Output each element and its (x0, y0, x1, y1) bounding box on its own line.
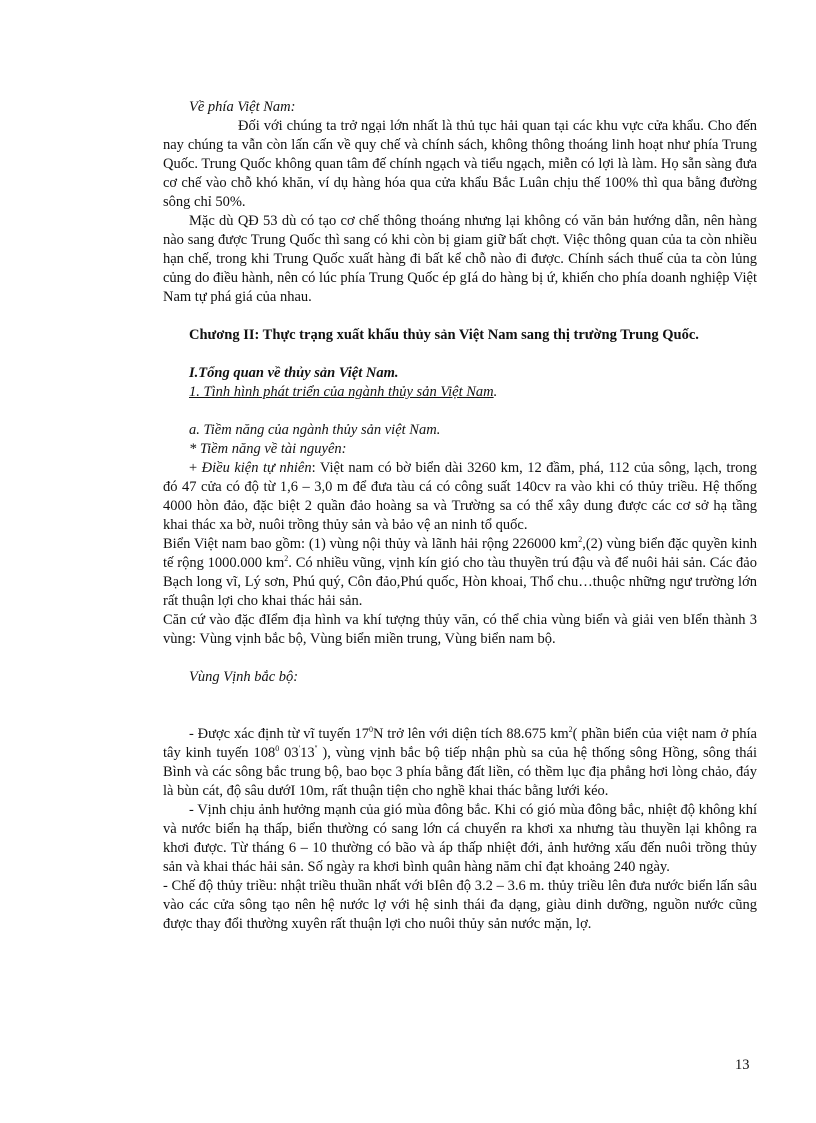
subsection-development-period: . (493, 384, 498, 400)
paragraph-gulf-location (163, 725, 757, 801)
gulf-title: Vùng Vịnh bắc bộ: (189, 669, 299, 685)
subsection-development-label: 1. Tình hình phát triển của ngành thủy sản Việt Nam (189, 384, 494, 400)
paragraph-sea-regions: Căn cứ vào đặc đIểm địa hình va khí tượng thủy văn, có thể chia vùng biển và giải ven bIển thành 3 vùng: Vùng vịnh bắc bộ, Vùng biển miền trung, Vùng biển nam bộ. (163, 612, 757, 647)
section-overview-title: I.Tổng quan về thủy sản Việt Nam. (189, 365, 399, 381)
page-number: 13 (735, 1057, 750, 1073)
paragraph-qd53: Mặc dù QĐ 53 dù có tạo cơ chế thông thoáng nhưng lại không có văn bản hướng dẫn, nên hàng nào sang được Trung Quốc thì sang có khi còn bị giam giữ bất chợt. Việc thông quan của ta còn nhiều hạn chế, trong khi Trung Quốc xuất hàng đi bất kể chỗ nào đi được. Chính sách thuế của ta còn lủng củng do điều hành, nên có lúc phía Trung Quốc ép gIá do hàng bị ứ, khiến cho phía doanh nghiệp Việt Nam tự phá giá của nhau. (163, 213, 757, 305)
paragraph-customs: Đối với chúng ta trở ngại lớn nhất là thủ tục hải quan tại các khu vực cửa khẩu. Cho đến nay chúng ta vẫn còn lấn cấn về quy chế và chính sách, không thông thoáng linh hoạt như phía Trung Quốc. Trung Quốc không quan tâm đế chính ngạch và tiểu ngạch, miễn có lợi là làm. Họ sẵn sàng đưa cơ chế vào chỗ khó khăn, ví dụ hàng hóa qua cửa khẩu Bắc Luân chịu thế 100% thì qua bằng đường sông chỉ 50%. (163, 118, 757, 210)
sea-text-3: . Có nhiều vũng, vịnh kín gió cho tàu thuyền trú đậu và để nuôi hải sản. Các đảo Bạch long vĩ, Lý sơn, Phú quý, Côn đảo,Phú quốc, Hòn khoai, Thổ chu…thuộc những ngư trường lớn rất thuận lợi cho khai thác hải sản. (163, 555, 757, 609)
paragraph-gulf-monsoon: - Vịnh chịu ảnh hưởng mạnh của gió mùa đông bắc. Khi có gió mùa đông bắc, nhiệt độ không khí và nước biển hạ thấp, biển thường có sang lớn cá chuyển ra khơi xa nhưng tàu thuyền lại không ra khơi được. Từ tháng 6 – 10 thường có bão và áp thấp nhiệt đới, ảnh hưởng xấu đến nuôi trồng thủy sản và khai thác hải sản. Số ngày ra khơi bình quân hàng năm chỉ đạt khoảng 240 ngày. (163, 802, 757, 875)
natural-prefix: + (189, 460, 202, 476)
gulf-text-a: - Được xác định từ vĩ tuyến 17 (189, 726, 369, 742)
gulf-sup-1: 0 (368, 725, 373, 735)
sea-sup-1: 2 (578, 535, 583, 545)
sea-sup-2: 2 (284, 554, 289, 564)
chapter-title: Chương II: Thực trạng xuất khẩu thủy sản Việt Nam sang thị trường Trung Quốc. (189, 327, 699, 343)
page-content (163, 98, 757, 934)
gulf-sup-2: 2 (568, 725, 573, 735)
sea-text-1: Biển Việt nam bao gồm: (1) vùng nội thủy và lãnh hải rộng 226000 km (163, 536, 579, 552)
gulf-sup-4: ' (298, 744, 301, 754)
subsection-development-title (163, 383, 757, 402)
gulf-sup-5: '' (314, 744, 318, 754)
sea-text-2: ,(2) vùng biển đặc quyền kinh tế rộng 1000.000 km (163, 536, 757, 571)
potential-title: a. Tiềm năng của ngành thủy sản việt Nam. (189, 422, 441, 438)
natural-label: Điều kiện tự nhiên (201, 460, 312, 476)
natural-text: : Việt nam có bờ biển dài 3260 km, 12 đầm, phá, 112 của sông, lạch, trong đó 47 cửa có độ từ 1,6 – 3,0 m để đưa tàu cá có công suất 140cv ra vào khi có thủy triều. Hệ thống 4000 hòn đảo, đặc biệt 2 quần đảo hoàng sa và Trường sa có thể xây dung được các cơ sở hạ tầng khai thác xa bờ, nuôi trồng thủy sản và bảo vệ an ninh tổ quốc. (163, 460, 757, 533)
resources-title: * Tiềm năng về tài nguyên: (189, 441, 347, 457)
gulf-sup-3: 0 (275, 744, 280, 754)
paragraph-sea-areas (163, 535, 757, 611)
paragraph-natural-conditions (163, 459, 757, 535)
gulf-text-c: ( phần biển của việt nam ở phía tây kinh tuyến 108 (163, 726, 757, 761)
paragraph-gulf-tide: - Chế độ thủy triều: nhật triều thuần nhất với bIên độ 3.2 – 3.6 m. thủy triều lên đưa nước biển lấn sâu vào các cửa sông tạo nên hệ nước lợ với hệ sinh thái đa dạng, giàu dinh dưỡng, nguồn nước cũng được thay đổi thường xuyên rất thuận lợi cho nuôi thủy sản nước mặn, lợ. (163, 878, 757, 932)
gulf-text-e: 13 (300, 745, 315, 761)
gulf-text-f: ), vùng vịnh bắc bộ tiếp nhận phù sa của hệ thống sông Hồng, sông thái Bình và các sông bắc trung bộ, bao bọc 3 phía bằng đất liền, có thềm lục địa phẳng hơi lòng chảo, đáy là bùn cát, độ sâu dướI 10m, rất thuận tiện cho nghề khai thác bằng lưới kéo. (163, 745, 757, 799)
gulf-text-d: 03 (279, 745, 299, 761)
section-title-vietnam: Về phía Việt Nam: (189, 99, 296, 115)
gulf-text-b: N trở lên với diện tích 88.675 km (372, 726, 569, 742)
